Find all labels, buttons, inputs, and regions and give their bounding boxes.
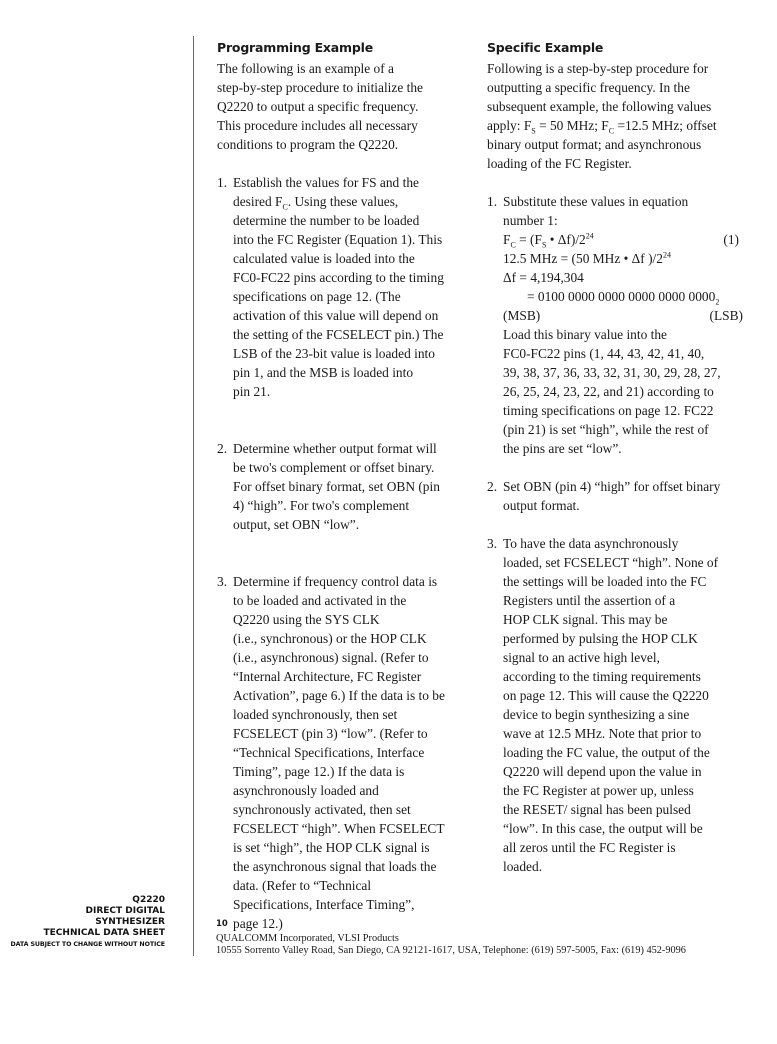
text-line: LSB of the 23-bit value is loaded into (233, 346, 435, 361)
footer-company: QUALCOMM Incorporated, VLSI Products (216, 933, 399, 944)
text-line: output, set OBN “low”. (233, 517, 360, 532)
text-line: step-by-step procedure to initialize the (217, 80, 423, 95)
vertical-divider (193, 36, 194, 956)
text-line: FC0-FC22 pins (1, 44, 43, 42, 41, 40, (503, 346, 705, 361)
text-line: 26, 25, 24, 23, 22, and 21) according to (503, 384, 714, 399)
text-line: Set OBN (pin 4) “high” for offset binary (503, 479, 721, 494)
text-line: the pins are set “low”. (503, 441, 622, 456)
text-line: the asynchronous signal that loads the (233, 859, 437, 874)
text-line: subsequent example, the following values (487, 99, 712, 114)
text-line: The following is an example of a (217, 61, 395, 76)
text-line: Determine if frequency control data is (233, 574, 438, 589)
text-line: activation of this value will depend on (233, 308, 439, 323)
text-line: To have the data asynchronously (503, 536, 679, 551)
text-line: FCSELECT (pin 3) “low”. (Refer to (233, 726, 428, 741)
text-line: Q2220 will depend upon the value in (503, 764, 702, 779)
text-line: Determine whether output format will (233, 441, 437, 456)
text-line: FC0-FC22 pins according to the timing (233, 270, 444, 285)
step-number: 2. (487, 479, 498, 494)
text-line: Q2220 using the SYS CLK (233, 612, 380, 627)
text-line: to be loaded and activated in the (233, 593, 407, 608)
text-line: (pin 21) is set “high”, while the rest of (503, 422, 709, 437)
text-line: on page 12. This will cause the Q2220 (503, 688, 709, 703)
text-line: determine the number to be loaded (233, 213, 420, 228)
step-number: 1. (217, 175, 228, 190)
subscript: C (282, 202, 288, 212)
text-line: data. (Refer to “Technical (233, 878, 372, 893)
left-step-1 (217, 173, 467, 401)
step-number: 1. (487, 194, 498, 209)
text-line: asynchronously loaded and (233, 783, 379, 798)
right-intro (487, 59, 747, 173)
equation-3: Δf = 4,194,304 (503, 270, 584, 285)
sidebar-line: SYNTHESIZER (95, 917, 165, 927)
text-line: loaded, set FCSELECT “high”. None of (503, 555, 719, 570)
text-line: according to the timing requirements (503, 669, 701, 684)
text-line: binary output format; and asynchronous (487, 137, 702, 152)
text-line: into the FC Register (Equation 1). This (233, 232, 443, 247)
equation-number: (1) (723, 232, 739, 247)
text-line: “Internal Architecture, FC Register (233, 669, 422, 684)
text-line: Load this binary value into the (503, 327, 667, 342)
msb-label: (MSB) (503, 308, 541, 323)
text-line: Timing”, page 12.) If the data is (233, 764, 405, 779)
step-number: 2. (217, 441, 228, 456)
text-line: timing specifications on page 12. FC22 (503, 403, 714, 418)
sidebar-line: TECHNICAL DATA SHEET (43, 928, 165, 938)
sidebar-line: DIRECT DIGITAL (85, 906, 165, 916)
text-line: 4) “high”. For two's complement (233, 498, 410, 513)
text-line: loaded. (503, 859, 543, 874)
text-line: be two's complement or offset binary. (233, 460, 435, 475)
text-line: Substitute these values in equation (503, 194, 689, 209)
text-line: desired F (233, 194, 283, 209)
text-line: specifications on page 12. (The (233, 289, 401, 304)
text-line: calculated value is loaded into the (233, 251, 415, 266)
left-step-2 (217, 439, 467, 534)
text-line: conditions to program the Q2220. (217, 137, 399, 152)
text-line: the settings will be loaded into the FC (503, 574, 707, 589)
text-line: (i.e., synchronous) or the HOP CLK (233, 631, 427, 646)
text-line: Q2220 to output a specific frequency. (217, 99, 419, 114)
right-step-3 (487, 534, 747, 876)
text-line: FCSELECT “high”. When FCSELECT (233, 821, 445, 836)
left-step-3 (217, 572, 467, 933)
text-line: the FC Register at power up, unless (503, 783, 694, 798)
sidebar-title-block (10, 895, 165, 950)
right-step-1 (487, 192, 747, 458)
binary-value: = 0100 0000 0000 0000 0000 $0000_2$ (527, 289, 720, 307)
text-line: the setting of the FCSELECT pin.) The (233, 327, 444, 342)
text-line: This procedure includes all necessary (217, 118, 418, 133)
text-line: loading of the FC Register. (487, 156, 632, 171)
text-line: . Using these values, (287, 194, 399, 209)
text-line: performed by pulsing the HOP CLK (503, 631, 698, 646)
page-footer (216, 918, 686, 957)
page-number: 10 (216, 919, 228, 929)
text-line: number 1: (503, 213, 558, 228)
text-line: wave at 12.5 MHz. Note that prior to (503, 726, 702, 741)
text-line: Establish the values for FS and the (233, 175, 419, 190)
text-line: 39, 38, 37, 36, 33, 32, 31, 30, 29, 28, 27, (503, 365, 721, 380)
left-heading: Programming Example (217, 40, 373, 55)
text-line: For offset binary format, set OBN (pin (233, 479, 440, 494)
sidebar-line: Q2220 (132, 895, 165, 905)
text-line: synchronously activated, then set (233, 802, 411, 817)
text-line: the RESET/ signal has been pulsed (503, 802, 691, 817)
step-number: 3. (487, 536, 498, 551)
text-line: pin 1, and the MSB is loaded into (233, 365, 414, 380)
text-line: loading the FC value, the output of the (503, 745, 710, 760)
text-line: page 12.) (233, 916, 283, 931)
text-line: HOP CLK signal. This may be (503, 612, 668, 627)
text-line: Following is a step-by-step procedure for (487, 61, 709, 76)
text-line: output format. (503, 498, 580, 513)
left-column (217, 38, 467, 933)
equation-2: 12.5 MHz = (50 MHz • Δf )$/2^{24}$ (503, 250, 671, 266)
text-line: Activation”, page 6.) If the data is to be (233, 688, 445, 703)
right-step-2 (487, 477, 747, 515)
text-line: (i.e., asynchronous) signal. (Refer to (233, 650, 429, 665)
step-number: 3. (217, 574, 228, 589)
right-heading: Specific Example (487, 40, 604, 55)
equation-1: $F_C = (F_S$ • $\Delta f)/2^{24}$ (1) (503, 231, 739, 250)
text-line: signal to an active high level, (503, 650, 660, 665)
text-line: loaded synchronously, then set (233, 707, 398, 722)
sidebar-disclaimer: DATA SUBJECT TO CHANGE WITHOUT NOTICE (10, 941, 165, 948)
text-line: device to begin synthesizing a sine (503, 707, 690, 722)
text-line: “Technical Specifications, Interface (233, 745, 425, 760)
text-line: is set “high”, the HOP CLK signal is (233, 840, 430, 855)
right-column (487, 38, 747, 876)
msb-lsb-labels (503, 306, 747, 325)
footer-address: 10555 Sorrento Valley Road, San Diego, CA 92121-1617, USA, Telephone: (619) 597-5005, Fax: (619) 452-9096 (216, 945, 686, 956)
apply-line: apply: $F_S = 50$ MHz; $F_C =12.5$ MHz; offset (487, 118, 717, 136)
text-line: outputting a specific frequency. In the (487, 80, 690, 95)
text-line: “low”. In this case, the output will be (503, 821, 703, 836)
left-intro (217, 59, 467, 154)
lsb-label: (LSB) (709, 308, 743, 323)
text-line: Specifications, Interface Timing”, (233, 897, 415, 912)
text-line: all zeros until the FC Register is (503, 840, 676, 855)
text-line: pin 21. (233, 384, 271, 399)
text-line: Registers until the assertion of a (503, 593, 676, 608)
